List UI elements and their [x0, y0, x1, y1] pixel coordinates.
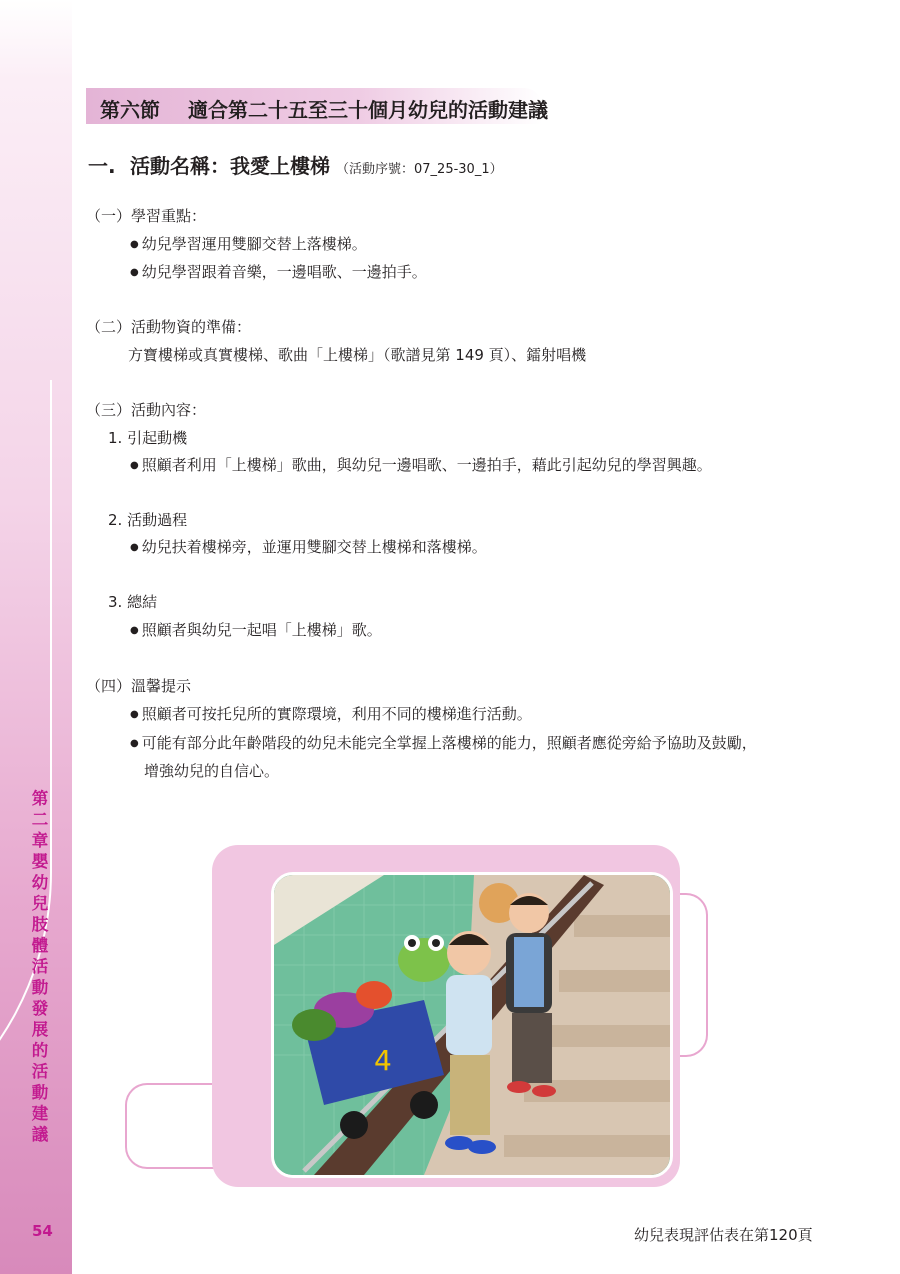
learning-focus-bullet-2: ● 幼兒學習跟着音樂，一邊唱歌、一邊拍手。 [130, 262, 427, 283]
svg-text:4: 4 [374, 1044, 392, 1077]
step-3-bullet: ● 照顧者與幼兒一起唱「上樓梯」歌。 [130, 620, 382, 641]
step-1-bullet: ● 照顧者利用「上樓梯」歌曲，與幼兒一邊唱歌、一邊拍手，藉此引起幼兒的學習興趣。 [130, 455, 712, 476]
page-number: 54 [32, 1222, 53, 1240]
frame-decoration-left [125, 1083, 219, 1169]
activity-serial: （活動序號：07_25-30_1） [336, 162, 503, 177]
step-1-title: 1. 引起動機 [108, 429, 188, 447]
tips-bullet-2: ● 可能有部分此年齡階段的幼兒未能完全掌握上落樓梯的能力，照顧者應從旁給予協助及鼓勵， [130, 733, 757, 754]
activity-number: 一. [88, 154, 116, 178]
activity-name: 活動名稱：我愛上樓梯 [130, 154, 330, 178]
learning-focus-heading: （一）學習重點： [86, 207, 207, 225]
content-heading: （三）活動內容： [86, 401, 207, 419]
section-title: 適合第二十五至三十個月幼兒的活動建議 [188, 98, 548, 122]
section-number: 第六節 [100, 98, 160, 122]
step-2-bullet: ● 幼兒扶着樓梯旁，並運用雙腳交替上樓梯和落樓梯。 [130, 537, 487, 558]
materials-text: 方寶樓梯或真實樓梯、歌曲「上樓梯」（歌譜見第 149 頁）、鐳射唱機 [128, 346, 587, 364]
activity-heading [88, 150, 503, 179]
tips-bullet-2-continuation: 增強幼兒的自信心。 [144, 762, 280, 780]
step-2-title: 2. 活動過程 [108, 511, 188, 529]
tips-bullet-1: ● 照顧者可按托兒所的實際環境，利用不同的樓梯進行活動。 [130, 704, 532, 725]
photo-illustration [274, 875, 670, 1175]
chapter-vertical-title: 第二章 嬰幼兒肢體活動發展的活動建議 [31, 789, 49, 1144]
materials-heading: （二）活動物資的準備： [86, 318, 252, 336]
photo-children-climbing-stairs [271, 872, 673, 1178]
step-3-title: 3. 總結 [108, 593, 158, 611]
tips-heading: （四）溫馨提示 [86, 677, 192, 695]
footer-assessment-note: 幼兒表現評估表在第120頁 [634, 1226, 813, 1244]
learning-focus-bullet-1: ● 幼兒學習運用雙腳交替上落樓梯。 [130, 234, 367, 255]
